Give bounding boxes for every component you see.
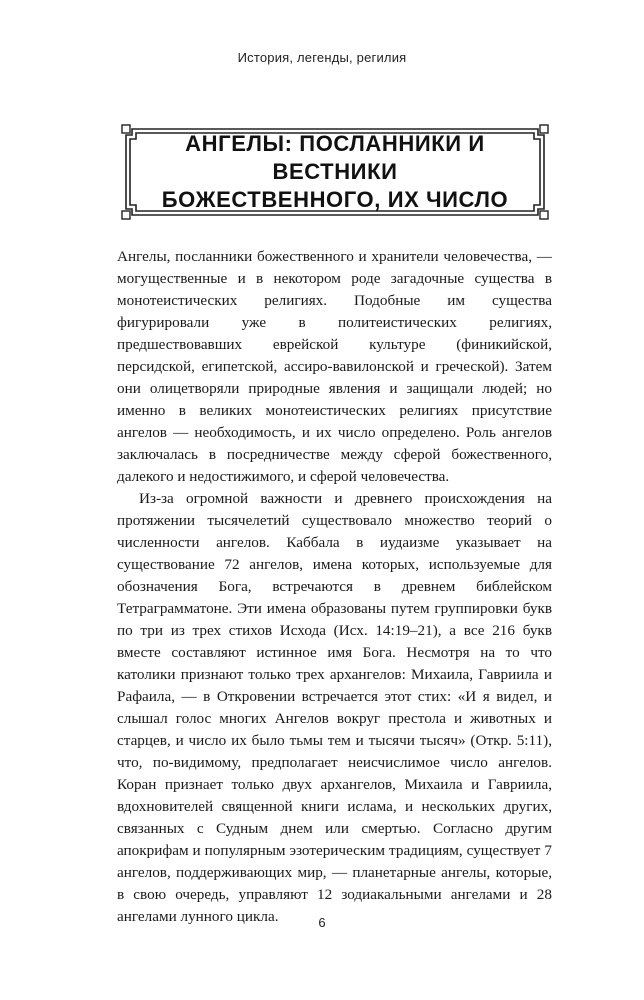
running-header: История, легенды, регилия [237,50,407,65]
chapter-title-line-1: АНГЕЛЫ: ПОСЛАННИКИ И ВЕСТНИКИ [185,131,485,184]
paragraph: Из-за огромной важности и древнего происхождения на протяжении тысячелетий существовало множество теорий о численности ангелов. Каббала в иудаизме указывает на существование 72 ангелов, имена которых, используемые для обозначения Бога, встречаются в древнем библейском Тетраграмматоне. Эти имена образованы путем группировки букв по три из трех стихов Исхода (Исх. 14:19–21), а все 216 букв вместе составляют истинное имя Бога. Несмотря на то что католики признают только трех архангелов: Михаила, Гавриила и Рафаила, — в Откровении встречается этот стих: «И я видел, и слышал голос многих Ангелов вокруг престола и животных и старцев, и число их было тьмы тем и тысячи тысяч» (Откр. 5:11), что, по-видимому, предполагает неисчислимое число ангелов. Коран признает только двух архангелов, Михаила и Гавриила, вдохновителей священной книги ислама, и нескольких других, связанных с Судным днем или смертью. Согласно другим апокрифам и популярным эзотерическим традициям, существует 7 ангелов, поддерживающих мир, — планетарные ангелы, которые, в свою очередь, управляют 12 зодиакальными ангелами и 28 ангелами лунного цикла. [117,490,552,925]
chapter-title [120,123,550,221]
paragraph: Ангелы, посланники божественного и хранители человечества, — могущественные и в некотором роде загадочные существа в монотеистических религиях. Подобные им существа фигурировали уже в политеистических религиях, предшествовавших еврейской культуре (финикийской, персидской, египетской, ассиро-вавилонской и греческой). Затем они олицетворяли природные явления и защищали людей; но именно в великих монотеистических религиях присутствие ангелов — необходимость, и их число определено. Роль ангелов заключалась в посредничестве между сферой божественного, далекого и недостижимого, и сферой человечества. [117,248,552,485]
chapter-title-frame [120,123,550,221]
chapter-title-line-2: БОЖЕСТВЕННОГО, ИХ ЧИСЛО [161,187,509,212]
body-text [117,246,552,928]
page-number: 6 [318,915,326,930]
